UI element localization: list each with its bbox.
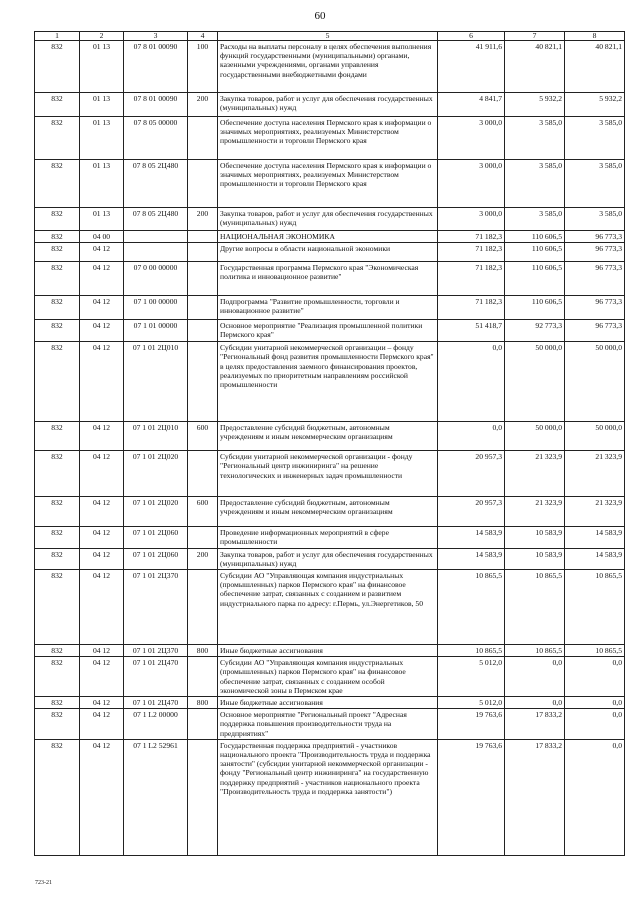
amount-year2-cell: 21 323,9 — [505, 497, 565, 527]
amount-year2-cell: 17 833,2 — [505, 739, 565, 855]
amount-year2-cell: 17 833,2 — [505, 709, 565, 740]
table-row — [35, 451, 625, 497]
target-article-cell: 07 8 05 00000 — [124, 117, 188, 160]
amount-year3-cell: 96 773,3 — [565, 231, 625, 243]
expense-type-cell — [188, 320, 218, 342]
code-cell: 832 — [35, 342, 80, 422]
table-row — [35, 527, 625, 548]
amount-year3-cell: 96 773,3 — [565, 262, 625, 296]
header-cell: 8 — [565, 32, 625, 41]
section-cell: 04 12 — [80, 296, 124, 320]
description-cell: Иные бюджетные ассигнования — [218, 645, 438, 657]
target-article-cell: 07 8 01 00090 — [124, 41, 188, 93]
code-cell: 832 — [35, 645, 80, 657]
amount-year2-cell: 92 773,3 — [505, 320, 565, 342]
description-cell: Предоставление субсидий бюджетным, автономным учреждениям и иным некоммерческим организациям — [218, 497, 438, 527]
header-cell: 6 — [438, 32, 505, 41]
code-cell: 832 — [35, 697, 80, 709]
target-article-cell: 07 1 01 2Ц470 — [124, 697, 188, 709]
section-cell: 04 12 — [80, 243, 124, 262]
amount-year1-cell: 0,0 — [438, 342, 505, 422]
expense-type-cell — [188, 342, 218, 422]
table-row — [35, 296, 625, 320]
amount-year3-cell: 0,0 — [565, 709, 625, 740]
expense-type-cell — [188, 709, 218, 740]
section-cell: 04 12 — [80, 657, 124, 697]
header-row — [35, 32, 625, 41]
amount-year1-cell: 10 865,5 — [438, 645, 505, 657]
target-article-cell: 07 1 01 2Ц370 — [124, 570, 188, 645]
amount-year3-cell: 96 773,3 — [565, 320, 625, 342]
code-cell: 832 — [35, 497, 80, 527]
description-cell: Субсидии унитарной некоммерческой организации – фонду "Региональный фонд развития промышленности Пермского края" в целях предоставления заемного финансирования проектов, реализуемых по приоритетным направлениям российской промышленности — [218, 342, 438, 422]
amount-year1-cell: 71 182,3 — [438, 262, 505, 296]
target-article-cell: 07 1 01 2Ц060 — [124, 548, 188, 569]
description-cell: Расходы на выплаты персоналу в целях обеспечения выполнения функций государственными (муниципальными) органами, казенными учреждениями, органами управления государственными внебюджетными фондами — [218, 41, 438, 93]
target-article-cell: 07 1 01 00000 — [124, 320, 188, 342]
expense-type-cell — [188, 117, 218, 160]
table-row — [35, 697, 625, 709]
section-cell: 01 13 — [80, 41, 124, 93]
expense-type-cell — [188, 160, 218, 208]
section-cell: 04 12 — [80, 422, 124, 451]
amount-year1-cell: 3 000,0 — [438, 208, 505, 231]
amount-year2-cell: 10 583,9 — [505, 527, 565, 548]
table-row — [35, 422, 625, 451]
description-cell: Субсидии АО "Управляющая компания индустриальных (промышленных) парков Пермского края" на финансовое обеспечение затрат, связанных с созданием особой экономической зоны в Пермском крае — [218, 657, 438, 697]
table-row — [35, 231, 625, 243]
section-cell: 04 12 — [80, 527, 124, 548]
target-article-cell: 07 1 01 2Ц470 — [124, 657, 188, 697]
expense-type-cell — [188, 262, 218, 296]
amount-year3-cell: 96 773,3 — [565, 243, 625, 262]
expense-type-cell: 200 — [188, 548, 218, 569]
amount-year2-cell: 50 000,0 — [505, 422, 565, 451]
section-cell: 01 13 — [80, 160, 124, 208]
amount-year2-cell: 10 583,9 — [505, 548, 565, 569]
expense-type-cell: 600 — [188, 497, 218, 527]
description-cell: Государственная программа Пермского края "Экономическая политика и инновационное развитие" — [218, 262, 438, 296]
description-cell: Обеспечение доступа населения Пермского края к информации о значимых мероприятиях, реализуемых Министерством промышленности и торговли Пермского края — [218, 117, 438, 160]
section-cell: 04 12 — [80, 739, 124, 855]
target-article-cell: 07 1 01 2Ц020 — [124, 451, 188, 497]
section-cell: 04 12 — [80, 497, 124, 527]
amount-year1-cell: 14 583,9 — [438, 548, 505, 569]
code-cell: 832 — [35, 41, 80, 93]
table-row — [35, 320, 625, 342]
amount-year2-cell: 3 585,0 — [505, 160, 565, 208]
amount-year3-cell: 0,0 — [565, 657, 625, 697]
target-article-cell: 07 1 00 00000 — [124, 296, 188, 320]
amount-year3-cell: 40 821,1 — [565, 41, 625, 93]
amount-year3-cell: 3 585,0 — [565, 208, 625, 231]
expense-type-cell: 100 — [188, 41, 218, 93]
header-cell: 3 — [124, 32, 188, 41]
amount-year3-cell: 21 323,9 — [565, 497, 625, 527]
amount-year1-cell: 3 000,0 — [438, 160, 505, 208]
code-cell: 832 — [35, 160, 80, 208]
amount-year1-cell: 71 182,3 — [438, 296, 505, 320]
description-cell: Обеспечение доступа населения Пермского края к информации о значимых мероприятиях, реализуемых Министерством промышленности и торговли Пермского края — [218, 160, 438, 208]
description-cell: Закупка товаров, работ и услуг для обеспечения государственных (муниципальных) нужд — [218, 208, 438, 231]
budget-table — [34, 31, 625, 856]
code-cell: 832 — [35, 231, 80, 243]
table-row — [35, 570, 625, 645]
expense-type-cell — [188, 739, 218, 855]
description-cell: Основное мероприятие "Региональный проект "Адресная поддержка повышения производительности труда на предприятиях" — [218, 709, 438, 740]
expense-type-cell: 800 — [188, 645, 218, 657]
table-row — [35, 709, 625, 740]
amount-year2-cell: 10 865,5 — [505, 645, 565, 657]
amount-year3-cell: 50 000,0 — [565, 422, 625, 451]
table-row — [35, 497, 625, 527]
amount-year2-cell: 110 606,5 — [505, 262, 565, 296]
description-cell: Закупка товаров, работ и услуг для обеспечения государственных (муниципальных) нужд — [218, 93, 438, 117]
amount-year3-cell: 3 585,0 — [565, 160, 625, 208]
page-number: 60 — [314, 10, 326, 22]
expense-type-cell — [188, 657, 218, 697]
section-cell: 01 13 — [80, 93, 124, 117]
expense-type-cell — [188, 231, 218, 243]
code-cell: 832 — [35, 548, 80, 569]
amount-year1-cell: 71 182,3 — [438, 243, 505, 262]
amount-year1-cell: 41 911,6 — [438, 41, 505, 93]
amount-year1-cell: 20 957,3 — [438, 451, 505, 497]
table-row — [35, 243, 625, 262]
description-cell: Государственная поддержка предприятий - участников национального проекта "Производительность труда и поддержка занятости" (субсидии унитарной некоммерческой организации - фонду "Региональный центр инжиниринга" на государственную поддержку предприятий - участников национального проекта "Производительность труда и поддержка занятости") — [218, 739, 438, 855]
table-row — [35, 739, 625, 855]
amount-year1-cell: 19 763,6 — [438, 709, 505, 740]
amount-year1-cell: 4 841,7 — [438, 93, 505, 117]
description-cell: Закупка товаров, работ и услуг для обеспечения государственных (муниципальных) нужд — [218, 548, 438, 569]
table-row — [35, 117, 625, 160]
target-article-cell: 07 1 01 2Ц010 — [124, 342, 188, 422]
code-cell: 832 — [35, 527, 80, 548]
description-cell: Субсидии АО "Управляющая компания индустриальных (промышленных) парков Пермского края" на финансовое обеспечение затрат, связанных с созданием и развитием индустриального парка по адресу: г.Пермь, ул.Энергетиков, 50 — [218, 570, 438, 645]
description-cell: НАЦИОНАЛЬНАЯ ЭКОНОМИКА — [218, 231, 438, 243]
code-cell: 832 — [35, 320, 80, 342]
table-row — [35, 262, 625, 296]
description-cell: Субсидии унитарной некоммерческой организации - фонду "Региональный центр инжиниринга" на решение технологических и инженерных задач промышленности — [218, 451, 438, 497]
amount-year1-cell: 51 418,7 — [438, 320, 505, 342]
amount-year2-cell: 5 932,2 — [505, 93, 565, 117]
amount-year1-cell: 5 012,0 — [438, 657, 505, 697]
section-cell: 01 13 — [80, 117, 124, 160]
footer-code: 723-21 — [35, 880, 52, 886]
header-cell: 5 — [218, 32, 438, 41]
expense-type-cell: 200 — [188, 93, 218, 117]
table-row — [35, 657, 625, 697]
table-row — [35, 41, 625, 93]
description-cell: Другие вопросы в области национальной экономики — [218, 243, 438, 262]
amount-year3-cell: 0,0 — [565, 697, 625, 709]
amount-year2-cell: 110 606,5 — [505, 296, 565, 320]
header-cell: 7 — [505, 32, 565, 41]
section-cell: 04 12 — [80, 451, 124, 497]
target-article-cell: 07 1 01 2Ц010 — [124, 422, 188, 451]
table-body — [35, 41, 625, 856]
expense-type-cell: 200 — [188, 208, 218, 231]
section-cell: 04 12 — [80, 342, 124, 422]
amount-year3-cell: 10 865,5 — [565, 570, 625, 645]
section-cell: 04 12 — [80, 320, 124, 342]
amount-year2-cell: 3 585,0 — [505, 117, 565, 160]
amount-year3-cell: 14 583,9 — [565, 527, 625, 548]
description-cell: Основное мероприятие "Реализация промышленной политики Пермского края" — [218, 320, 438, 342]
expense-type-cell — [188, 451, 218, 497]
target-article-cell: 07 8 01 00090 — [124, 93, 188, 117]
section-cell: 04 12 — [80, 262, 124, 296]
code-cell: 832 — [35, 117, 80, 160]
target-article-cell — [124, 243, 188, 262]
expense-type-cell — [188, 243, 218, 262]
section-cell: 04 12 — [80, 709, 124, 740]
code-cell: 832 — [35, 422, 80, 451]
amount-year3-cell: 50 000,0 — [565, 342, 625, 422]
amount-year2-cell: 0,0 — [505, 697, 565, 709]
amount-year3-cell: 5 932,2 — [565, 93, 625, 117]
amount-year3-cell: 96 773,3 — [565, 296, 625, 320]
expense-type-cell — [188, 296, 218, 320]
target-article-cell: 07 0 00 00000 — [124, 262, 188, 296]
target-article-cell: 07 1 L2 00000 — [124, 709, 188, 740]
table-row — [35, 160, 625, 208]
section-cell: 04 12 — [80, 645, 124, 657]
code-cell: 832 — [35, 570, 80, 645]
code-cell: 832 — [35, 451, 80, 497]
section-cell: 04 12 — [80, 548, 124, 569]
target-article-cell: 07 1 01 2Ц060 — [124, 527, 188, 548]
amount-year2-cell: 40 821,1 — [505, 41, 565, 93]
amount-year2-cell: 21 323,9 — [505, 451, 565, 497]
target-article-cell: 07 1 L2 52961 — [124, 739, 188, 855]
table-row — [35, 645, 625, 657]
amount-year1-cell: 0,0 — [438, 422, 505, 451]
header-cell: 1 — [35, 32, 80, 41]
amount-year3-cell: 14 583,9 — [565, 548, 625, 569]
amount-year1-cell: 14 583,9 — [438, 527, 505, 548]
amount-year2-cell: 3 585,0 — [505, 208, 565, 231]
expense-type-cell — [188, 570, 218, 645]
amount-year2-cell: 110 606,5 — [505, 243, 565, 262]
table-row — [35, 93, 625, 117]
amount-year3-cell: 0,0 — [565, 739, 625, 855]
amount-year1-cell: 5 012,0 — [438, 697, 505, 709]
code-cell: 832 — [35, 709, 80, 740]
code-cell: 832 — [35, 243, 80, 262]
target-article-cell: 07 1 01 2Ц020 — [124, 497, 188, 527]
amount-year3-cell: 21 323,9 — [565, 451, 625, 497]
target-article-cell — [124, 231, 188, 243]
table-row — [35, 342, 625, 422]
amount-year2-cell: 10 865,5 — [505, 570, 565, 645]
table-row — [35, 548, 625, 569]
amount-year2-cell: 50 000,0 — [505, 342, 565, 422]
code-cell: 832 — [35, 262, 80, 296]
amount-year1-cell: 3 000,0 — [438, 117, 505, 160]
code-cell: 832 — [35, 93, 80, 117]
amount-year2-cell: 110 606,5 — [505, 231, 565, 243]
amount-year1-cell: 19 763,6 — [438, 739, 505, 855]
amount-year1-cell: 10 865,5 — [438, 570, 505, 645]
amount-year3-cell: 10 865,5 — [565, 645, 625, 657]
description-cell: Подпрограмма "Развитие промышленности, торговли и инновационное развитие" — [218, 296, 438, 320]
expense-type-cell — [188, 527, 218, 548]
description-cell: Иные бюджетные ассигнования — [218, 697, 438, 709]
target-article-cell: 07 1 01 2Ц370 — [124, 645, 188, 657]
amount-year3-cell: 3 585,0 — [565, 117, 625, 160]
amount-year1-cell: 20 957,3 — [438, 497, 505, 527]
target-article-cell: 07 8 05 2Ц480 — [124, 160, 188, 208]
expense-type-cell: 800 — [188, 697, 218, 709]
code-cell: 832 — [35, 208, 80, 231]
table-row — [35, 208, 625, 231]
amount-year2-cell: 0,0 — [505, 657, 565, 697]
target-article-cell: 07 8 05 2Ц480 — [124, 208, 188, 231]
code-cell: 832 — [35, 657, 80, 697]
description-cell: Предоставление субсидий бюджетным, автономным учреждениям и иным некоммерческим организациям — [218, 422, 438, 451]
code-cell: 832 — [35, 739, 80, 855]
expense-type-cell: 600 — [188, 422, 218, 451]
code-cell: 832 — [35, 296, 80, 320]
section-cell: 04 12 — [80, 570, 124, 645]
header-cell: 4 — [188, 32, 218, 41]
section-cell: 04 00 — [80, 231, 124, 243]
header-cell: 2 — [80, 32, 124, 41]
description-cell: Проведение информационных мероприятий в сфере промышленности — [218, 527, 438, 548]
amount-year1-cell: 71 182,3 — [438, 231, 505, 243]
section-cell: 04 12 — [80, 697, 124, 709]
section-cell: 01 13 — [80, 208, 124, 231]
